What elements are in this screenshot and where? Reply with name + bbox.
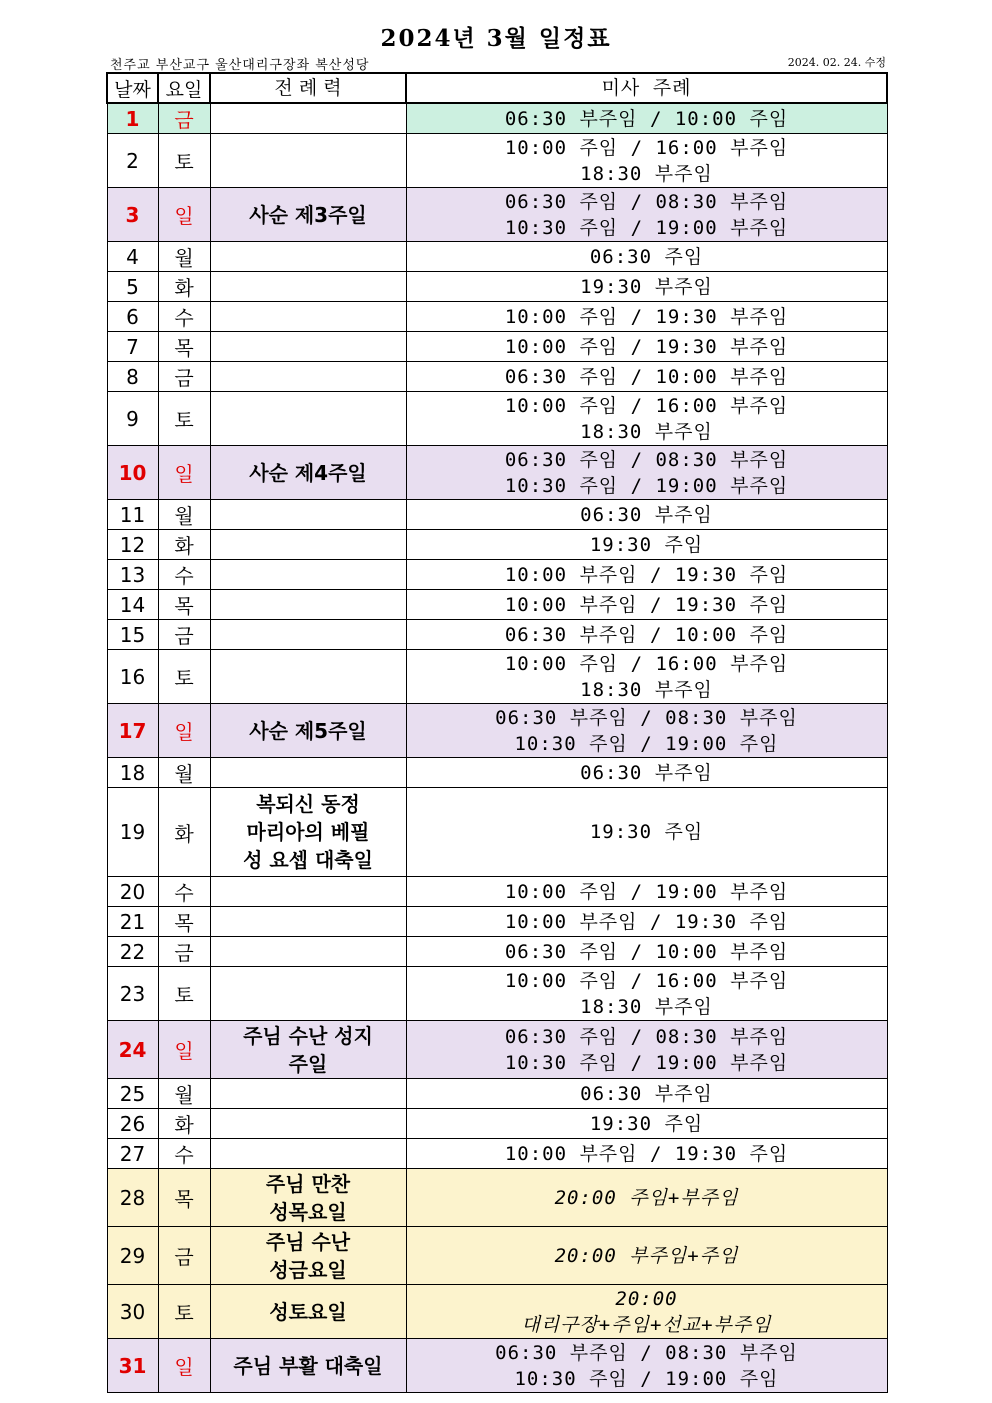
table-row <box>107 362 887 392</box>
mass-cell <box>406 1169 887 1227</box>
date-cell: 17 <box>107 704 158 758</box>
date-cell: 21 <box>107 907 158 937</box>
day-cell: 목 <box>158 590 210 620</box>
liturgy-cell <box>210 590 406 620</box>
day-cell: 월 <box>158 758 210 788</box>
mass-line: 10:00 주임 / 19:30 부주임 <box>504 305 789 328</box>
mass-line: 대리구장+주임+선교+부주임 <box>521 1313 772 1336</box>
liturgy-cell <box>210 1139 406 1169</box>
mass-line: 10:30 주임 / 19:00 주임 <box>514 732 779 755</box>
table-row <box>107 937 887 967</box>
day-cell: 금 <box>158 620 210 650</box>
date-cell: 25 <box>107 1079 158 1109</box>
mass-line: 06:30 주임 / 08:30 부주임 <box>504 1025 789 1048</box>
day-cell: 수 <box>158 877 210 907</box>
mass-line: 06:30 주임 / 08:30 부주임 <box>504 448 789 471</box>
mass-line: 10:00 주임 / 16:00 부주임 <box>504 652 789 675</box>
day-cell: 토 <box>158 967 210 1021</box>
liturgy-cell <box>210 362 406 392</box>
table-row <box>107 1109 887 1139</box>
mass-line: 10:00 부주임 / 19:30 주임 <box>504 563 789 586</box>
day-cell: 수 <box>158 302 210 332</box>
mass-line: 06:30 부주임 <box>580 761 713 784</box>
table-row <box>107 967 887 1021</box>
mass-line: 10:30 주임 / 19:00 부주임 <box>504 216 789 239</box>
date-cell: 29 <box>107 1227 158 1285</box>
date-cell: 30 <box>107 1285 158 1339</box>
date-cell: 9 <box>107 392 158 446</box>
mass-line: 06:30 부주임 / 08:30 부주임 <box>495 1341 798 1364</box>
header-mass: 미사 주례 <box>406 73 887 103</box>
date-cell: 14 <box>107 590 158 620</box>
mass-line: 10:00 부주임 / 19:30 주임 <box>504 593 789 616</box>
table-row <box>107 590 887 620</box>
liturgy-cell: 성토요일 <box>210 1285 406 1339</box>
mass-line: 19:30 주임 <box>589 1112 704 1135</box>
mass-cell <box>406 1021 887 1079</box>
mass-line: 20:00 주임+부주임 <box>554 1186 739 1209</box>
mass-line: 18:30 부주임 <box>580 995 713 1018</box>
day-cell: 일 <box>158 188 210 242</box>
mass-cell <box>406 1227 887 1285</box>
date-cell: 15 <box>107 620 158 650</box>
date-cell: 10 <box>107 446 158 500</box>
mass-line: 10:00 주임 / 19:30 부주임 <box>504 335 789 358</box>
date-cell: 16 <box>107 650 158 704</box>
mass-cell <box>406 103 887 134</box>
liturgy-cell <box>210 103 406 134</box>
mass-cell <box>406 1139 887 1169</box>
date-cell: 2 <box>107 134 158 188</box>
mass-line: 19:30 주임 <box>589 533 704 556</box>
mass-line: 10:00 부주임 / 19:30 주임 <box>504 910 789 933</box>
header-row <box>107 73 887 103</box>
liturgy-cell <box>210 134 406 188</box>
table-row <box>107 1339 887 1393</box>
mass-line: 18:30 부주임 <box>580 162 713 185</box>
table-row <box>107 1139 887 1169</box>
day-cell: 목 <box>158 907 210 937</box>
table-row <box>107 650 887 704</box>
liturgy-line: 주님 수난 <box>265 1229 351 1254</box>
day-cell: 토 <box>158 650 210 704</box>
liturgy-cell <box>210 937 406 967</box>
day-cell: 목 <box>158 332 210 362</box>
date-cell: 5 <box>107 272 158 302</box>
date-cell: 18 <box>107 758 158 788</box>
day-cell: 수 <box>158 560 210 590</box>
mass-line: 06:30 주임 / 10:00 부주임 <box>504 365 789 388</box>
day-cell: 목 <box>158 1169 210 1227</box>
date-cell: 28 <box>107 1169 158 1227</box>
liturgy-cell <box>210 530 406 560</box>
mass-line: 06:30 주임 <box>589 245 704 268</box>
mass-cell <box>406 967 887 1021</box>
mass-cell <box>406 1339 887 1393</box>
date-cell: 11 <box>107 500 158 530</box>
liturgy-cell <box>210 1109 406 1139</box>
table-row <box>107 620 887 650</box>
table-row <box>107 758 887 788</box>
date-cell: 13 <box>107 560 158 590</box>
liturgy-cell <box>210 302 406 332</box>
table-row <box>107 134 887 188</box>
date-cell: 12 <box>107 530 158 560</box>
date-cell: 1 <box>107 103 158 134</box>
date-cell: 22 <box>107 937 158 967</box>
day-cell: 일 <box>158 446 210 500</box>
table-row <box>107 392 887 446</box>
date-cell: 8 <box>107 362 158 392</box>
date-cell: 19 <box>107 788 158 877</box>
day-cell: 화 <box>158 530 210 560</box>
table-row <box>107 907 887 937</box>
table-row <box>107 500 887 530</box>
liturgy-cell <box>210 332 406 362</box>
table-row <box>107 332 887 362</box>
liturgy-cell <box>210 907 406 937</box>
mass-cell <box>406 332 887 362</box>
liturgy-line: 주님 수난 성지 <box>243 1023 373 1048</box>
date-cell: 6 <box>107 302 158 332</box>
date-cell: 31 <box>107 1339 158 1393</box>
liturgy-cell: 주님 부활 대축일 <box>210 1339 406 1393</box>
liturgy-line: 성목요일 <box>269 1199 347 1224</box>
mass-line: 18:30 부주임 <box>580 420 713 443</box>
mass-cell <box>406 392 887 446</box>
date-cell: 26 <box>107 1109 158 1139</box>
date-cell: 24 <box>107 1021 158 1079</box>
table-row <box>107 530 887 560</box>
table-row <box>107 272 887 302</box>
parish-name: 천주교 부산교구 울산대리구장좌 복산성당 <box>110 58 370 73</box>
day-cell: 화 <box>158 272 210 302</box>
liturgy-cell <box>210 392 406 446</box>
day-cell: 금 <box>158 937 210 967</box>
day-cell: 일 <box>158 1339 210 1393</box>
day-cell: 금 <box>158 103 210 134</box>
mass-line: 10:00 주임 / 16:00 부주임 <box>504 969 789 992</box>
table-row <box>107 1021 887 1079</box>
header-liturgy: 전 례 력 <box>210 73 406 103</box>
mass-line: 19:30 부주임 <box>580 275 713 298</box>
day-cell: 수 <box>158 1139 210 1169</box>
table-row <box>107 446 887 500</box>
mass-cell <box>406 650 887 704</box>
mass-cell <box>406 1285 887 1339</box>
day-cell: 토 <box>158 392 210 446</box>
liturgy-cell <box>210 788 406 877</box>
mass-line: 10:30 주임 / 19:00 부주임 <box>504 1051 789 1074</box>
table-row <box>107 788 887 877</box>
mass-cell <box>406 758 887 788</box>
liturgy-line: 마리아의 베필 <box>246 820 370 844</box>
mass-line: 18:30 부주임 <box>580 678 713 701</box>
schedule-table <box>106 72 888 1393</box>
day-cell: 토 <box>158 1285 210 1339</box>
mass-cell <box>406 877 887 907</box>
table-row <box>107 188 887 242</box>
day-cell: 금 <box>158 362 210 392</box>
page-title: 2024년 3월 일정표 <box>380 25 612 52</box>
liturgy-cell: 사순 제4주일 <box>210 446 406 500</box>
liturgy-cell <box>210 650 406 704</box>
day-cell: 월 <box>158 500 210 530</box>
mass-cell <box>406 446 887 500</box>
liturgy-cell <box>210 758 406 788</box>
liturgy-cell <box>210 500 406 530</box>
mass-cell <box>406 907 887 937</box>
table-row <box>107 302 887 332</box>
day-cell: 월 <box>158 242 210 272</box>
table-row <box>107 242 887 272</box>
date-cell: 4 <box>107 242 158 272</box>
liturgy-cell <box>210 242 406 272</box>
table-row <box>107 704 887 758</box>
table-row <box>107 1079 887 1109</box>
day-cell: 화 <box>158 788 210 877</box>
date-cell: 23 <box>107 967 158 1021</box>
day-cell: 토 <box>158 134 210 188</box>
table-row <box>107 1285 887 1339</box>
header-day: 요일 <box>158 73 210 103</box>
liturgy-cell <box>210 1227 406 1285</box>
table-row <box>107 103 887 134</box>
mass-line: 06:30 부주임 <box>580 503 713 526</box>
liturgy-cell <box>210 877 406 907</box>
mass-line: 20:00 부주임+주임 <box>554 1244 739 1267</box>
liturgy-line: 주일 <box>288 1051 328 1076</box>
day-cell: 일 <box>158 704 210 758</box>
mass-cell <box>406 530 887 560</box>
mass-cell <box>406 1109 887 1139</box>
mass-line: 06:30 주임 / 08:30 부주임 <box>504 190 789 213</box>
mass-line: 19:30 주임 <box>589 821 704 843</box>
liturgy-cell <box>210 1169 406 1227</box>
mass-line: 10:30 주임 / 19:00 주임 <box>514 1367 779 1390</box>
day-cell: 일 <box>158 1021 210 1079</box>
mass-line: 06:30 부주임 / 10:00 주임 <box>504 623 789 646</box>
schedule-body <box>107 103 887 1393</box>
date-cell: 3 <box>107 188 158 242</box>
mass-line: 10:30 주임 / 19:00 부주임 <box>504 474 789 497</box>
mass-line: 06:30 부주임 <box>580 1082 713 1105</box>
mass-line: 06:30 주임 / 10:00 부주임 <box>504 940 789 963</box>
liturgy-cell <box>210 560 406 590</box>
mass-cell <box>406 704 887 758</box>
header-date: 날짜 <box>107 73 158 103</box>
table-row <box>107 1169 887 1227</box>
table-row <box>107 1227 887 1285</box>
liturgy-cell <box>210 620 406 650</box>
mass-cell <box>406 188 887 242</box>
table-row <box>107 560 887 590</box>
mass-cell <box>406 1079 887 1109</box>
mass-line: 06:30 부주임 / 08:30 부주임 <box>495 706 798 729</box>
liturgy-line: 주님 만찬 <box>265 1171 351 1196</box>
day-cell: 월 <box>158 1079 210 1109</box>
mass-line: 10:00 주임 / 19:00 부주임 <box>504 880 789 903</box>
liturgy-cell: 사순 제3주일 <box>210 188 406 242</box>
mass-cell <box>406 302 887 332</box>
mass-cell <box>406 937 887 967</box>
mass-cell <box>406 590 887 620</box>
liturgy-cell <box>210 272 406 302</box>
liturgy-line: 성금요일 <box>269 1257 347 1282</box>
mass-cell <box>406 362 887 392</box>
mass-line: 20:00 <box>615 1287 678 1310</box>
date-cell: 27 <box>107 1139 158 1169</box>
revision-date: 2024. 02. 24. 수정 <box>787 56 886 69</box>
liturgy-cell: 사순 제5주일 <box>210 704 406 758</box>
mass-cell <box>406 242 887 272</box>
mass-line: 10:00 주임 / 16:00 부주임 <box>504 394 789 417</box>
liturgy-line: 성 요셉 대축일 <box>243 848 373 872</box>
mass-cell <box>406 560 887 590</box>
mass-line: 06:30 부주임 / 10:00 주임 <box>504 107 789 130</box>
mass-cell <box>406 500 887 530</box>
liturgy-cell <box>210 1021 406 1079</box>
mass-cell <box>406 272 887 302</box>
date-cell: 20 <box>107 877 158 907</box>
mass-line: 10:00 부주임 / 19:30 주임 <box>504 1142 789 1165</box>
table-row <box>107 877 887 907</box>
day-cell: 화 <box>158 1109 210 1139</box>
liturgy-cell <box>210 1079 406 1109</box>
day-cell: 금 <box>158 1227 210 1285</box>
mass-line: 10:00 주임 / 16:00 부주임 <box>504 136 789 159</box>
liturgy-line: 복되신 동정 <box>256 792 360 816</box>
mass-cell <box>406 788 887 877</box>
mass-cell <box>406 134 887 188</box>
mass-cell <box>406 620 887 650</box>
liturgy-cell <box>210 967 406 1021</box>
date-cell: 7 <box>107 332 158 362</box>
